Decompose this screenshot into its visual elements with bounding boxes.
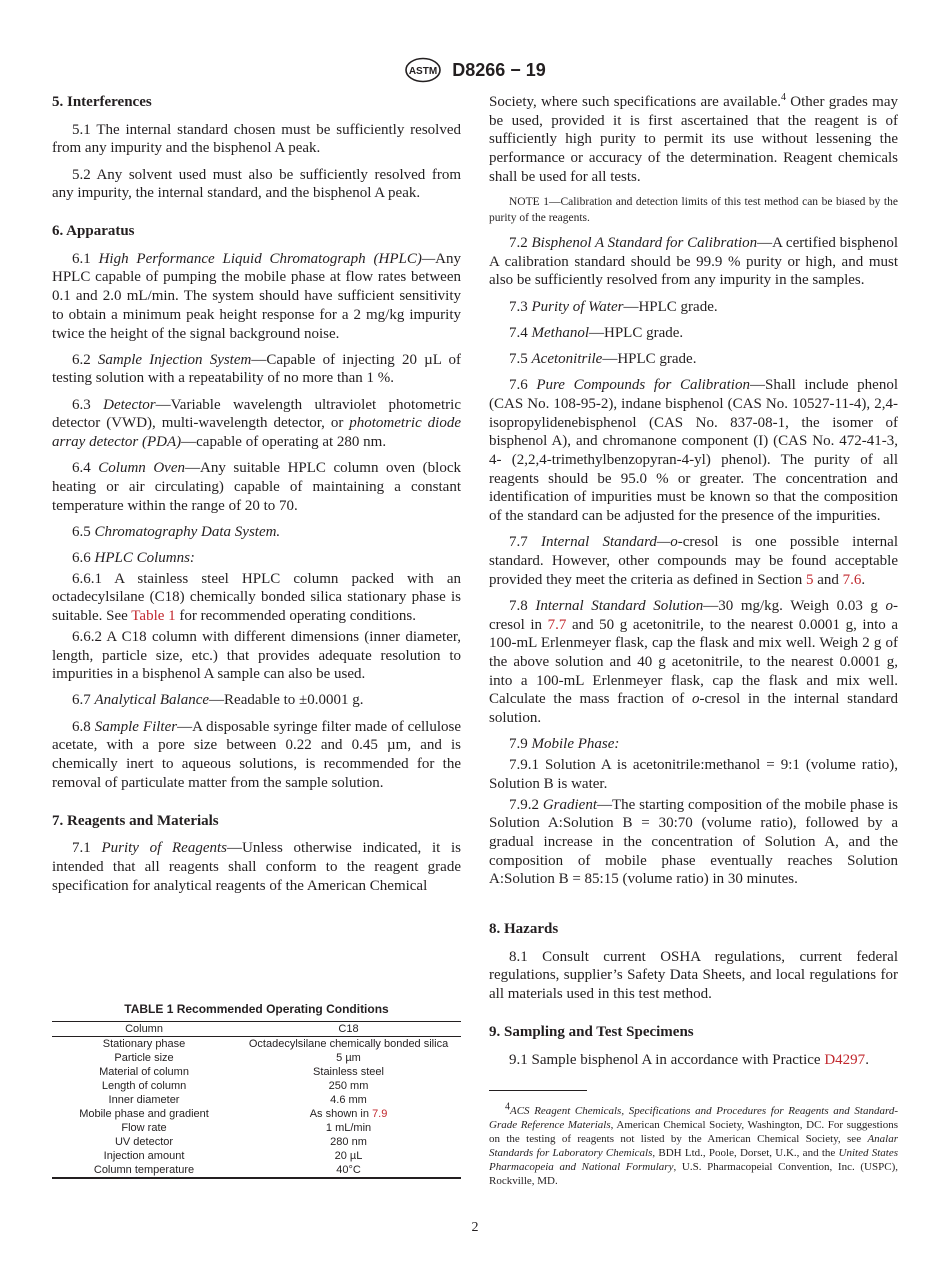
text-run: —Shall include phenol (CAS No. 108-95-2), indane bisphenol (CAS No. 10527-11-4), 2,4-isopropylidenebisphenol (CAS No. 837-08-1, the isomer of bisphenol A), and chromanone component (I) (CAS No. 472-41-3, 4- (2,2,4-trimethylbenzopyran-4-yl) phenol). The purity of all reagents should be 95.0 % or greater. The concentration and identification of impurities must be known so that the composition of the standard can be adjusted for the presence of the impurities. [489, 377, 899, 525]
text-run: Particle size [114, 1052, 174, 1064]
paragraph [489, 756, 898, 793]
text-run: -cresol in the internal standard solution. [489, 691, 898, 727]
paragraph [52, 166, 461, 203]
table-cell-parameter [52, 1079, 236, 1093]
text-run: -cresol is one possible internal standard. However, other compounds may be found acceptable provided they meet the criteria as defined in Section [489, 534, 898, 588]
text-run: —The starting composition of the mobile phase is Solution A:Solution B = 30:70 (volume ratio), followed by a gradual increase in the concentration of Solution A, and the composition of mobile phase eventually reaches Solution A:Solution B = 85:15 (volume ratio) in 30 minutes. [489, 796, 898, 888]
text-run: Length of column [101, 1080, 187, 1092]
text-run: 7.4 [509, 324, 532, 341]
text-run: —Unless otherwise indicated, it is intended that all reagents shall conform to the reagent grade specification for analytical reagents of the American Chemical [52, 840, 461, 894]
table-cell-parameter [52, 1121, 236, 1135]
section-heading: 9. Sampling and Test Specimens [489, 1023, 694, 1040]
table-title: TABLE 1 Recommended Operating Conditions [124, 1002, 389, 1016]
italic-text: Internal Standard Solution [535, 597, 704, 614]
text-run: and [813, 571, 843, 588]
text-run: Any HPLC capable of pumping the mobile phase at flow rates between 0.1 and 2.0 mL/min. The system should have sufficient sensitivity to obtain a minimum peak height response for a 2 mg/kg impurity twice the height of the signal background noise. [52, 250, 462, 342]
paragraph [52, 396, 461, 452]
text-run: Other grades may be used, provided it is first ascertained that the reagent is of sufficiently high purity to permit its use without lessening the performance or accuracy of the determination. Reagent chemicals shall be used for all tests. [489, 94, 898, 185]
text-run: Inner diameter [108, 1094, 180, 1106]
text-run: —Any suitable HPLC column oven (block heating or air circulating) capable of maintaining a constant temperature within the range of 20 to 70. [52, 460, 462, 514]
italic-text: Bisphenol A Standard for Calibration [531, 235, 758, 252]
left-column [52, 93, 461, 903]
paragraph [52, 351, 461, 388]
table-cell-parameter [52, 1107, 236, 1121]
text-run: for recommended operating conditions. [175, 608, 417, 625]
text-run: 7.6 [509, 377, 537, 394]
table-cell-parameter [52, 1065, 236, 1079]
text-run: 7.5 [509, 351, 532, 368]
paragraph [52, 523, 461, 542]
footnote-4 [489, 1101, 899, 1188]
text-run: 6.3 [72, 396, 104, 413]
italic-text: High Performance Liquid Chromatograph (HPLC)— [98, 250, 436, 267]
text-run: 20 µL [334, 1150, 363, 1162]
svg-text:ASTM: ASTM [409, 66, 438, 77]
italic-text: United States Pharmacopeia and National Formulary [489, 1147, 899, 1173]
table-cell-parameter [52, 1051, 236, 1065]
text-run: —capable of operating at 280 nm. [181, 434, 387, 451]
section-heading: 7. Reagents and Materials [52, 812, 219, 829]
text-run: 7.9 [509, 736, 532, 753]
paragraph [52, 691, 461, 710]
text-run: 9.1 Sample bisphenol A in accordance with Practice [509, 1051, 825, 1068]
table-cell-parameter [52, 1149, 236, 1163]
section-heading: 6. Apparatus [52, 223, 135, 240]
paragraph [489, 1051, 898, 1070]
italic-text: o [691, 691, 700, 708]
section-heading: 8. Hazards [489, 921, 559, 937]
table-row [52, 1121, 461, 1135]
table-row [52, 1149, 461, 1163]
text-run: -cresol in [489, 597, 898, 633]
text-run: NOTE 1—Calibration and detection limits of this test method can be biased by the purity of the reagents. [489, 196, 898, 225]
italic-text: Mobile Phase: [531, 736, 620, 753]
text-run: 6.5 [72, 523, 95, 540]
text-run: Column temperature [93, 1164, 195, 1176]
text-run: 6.4 [72, 460, 99, 477]
paragraph [489, 324, 898, 343]
paragraph [489, 948, 898, 1004]
text-run: . [861, 571, 866, 588]
paragraph [489, 234, 898, 290]
table-1 [52, 1002, 461, 1179]
table-cell-value [236, 1121, 461, 1135]
text-run: , U.S. Pharmacopeial Convention, Inc. (USPC), Rockville, MD. [489, 1161, 898, 1187]
table-cell-value [236, 1135, 461, 1149]
section-heading: 5. Interferences [52, 94, 152, 110]
text-run: 5.2 Any solvent used must also be sufficiently resolved from any impurity, the internal standard, and the bisphenol A peak. [52, 166, 461, 202]
text-run: , American Chemical Society, Washington, DC. For suggestions on the testing of reagents not listed by the American Chemical Society, see [489, 1119, 898, 1145]
table-cell-value [236, 1037, 461, 1052]
table-cell-parameter [52, 1037, 236, 1052]
text-run: . [865, 1051, 869, 1068]
paragraph [489, 93, 898, 187]
table-row [52, 1107, 461, 1121]
paragraph [489, 735, 898, 754]
text-run: Stainless steel [313, 1066, 384, 1078]
table-cell-value [236, 1107, 461, 1121]
table-cell-value [236, 1149, 461, 1163]
table-row [52, 1065, 461, 1079]
text-run: —HPLC grade. [623, 298, 718, 315]
table-row [52, 1079, 461, 1093]
table-cell-parameter [52, 1163, 236, 1178]
astm-logo-icon [404, 57, 442, 83]
cross-reference-link[interactable]: 7.6 [842, 571, 862, 588]
text-run: —HPLC grade. [589, 324, 684, 341]
page-number: 2 [471, 1220, 479, 1235]
italic-text: Purity of Reagents [101, 840, 227, 857]
italic-text: Internal Standard—o [540, 534, 678, 551]
text-run: 6.6 [72, 550, 95, 567]
text-run: Mobile phase and gradient [79, 1108, 209, 1120]
text-run: 7.8 [509, 597, 536, 614]
paragraph [52, 570, 461, 626]
italic-text: Analytical Balance [94, 692, 210, 709]
italic-text: Gradient [542, 796, 598, 813]
text-run: 280 nm [330, 1136, 367, 1148]
text-run: Injection amount [103, 1150, 185, 1162]
cross-reference-link[interactable]: 7.7 [547, 616, 567, 633]
cross-reference-link[interactable]: D4297 [824, 1051, 866, 1068]
footnote-ref: 4 [505, 1101, 510, 1113]
table-cell-value [236, 1079, 461, 1093]
text-run: 8.1 Consult current OSHA regulations, current federal regulations, supplier’s Safety Data Sheets, and local regulations for all materials used in this test method. [489, 948, 898, 1003]
text-run: —HPLC grade. [602, 351, 697, 368]
italic-text: ACS Reagent Chemicals, Specifications and Procedures for Reagents and Standard-Grade Reference Materials [489, 1105, 898, 1131]
paragraph [52, 549, 461, 568]
paragraph [489, 597, 898, 728]
text-run: 6.6.1 A stainless steel HPLC column packed with an octadecylsilane (C18) chemically bonded silica stationary phase is suitable. See [52, 570, 461, 625]
text-run: —30 mg/kg. Weigh 0.03 g [703, 597, 886, 614]
paragraph [489, 533, 898, 589]
paragraph [489, 350, 898, 369]
text-run: 7.9.1 Solution A is acetonitrile:methanol = 9:1 (volume ratio), Solution B is water. [489, 757, 898, 792]
footnote-separator [489, 1090, 587, 1091]
text-run: 6.6.2 A C18 column with different dimensions (inner diameter, length, particle size, etc.) that provides adequate resolution to impurities in a bisphenol A sample can also be used. [52, 628, 461, 683]
paragraph [52, 839, 461, 895]
text-run: 7.2 [509, 235, 532, 252]
italic-text: Sample Filter [94, 718, 178, 735]
text-run: Octadecylsilane chemically bonded silica [248, 1038, 449, 1050]
italic-text: Pure Compounds for Calibration [536, 377, 750, 394]
paragraph [52, 459, 461, 515]
page-header [0, 57, 950, 83]
table-row [52, 1037, 461, 1052]
table-cell-parameter [52, 1093, 236, 1107]
italic-text: Analar Standards for Laboratory Chemicals [489, 1133, 898, 1159]
italic-text: Methanol [531, 324, 589, 341]
text-run: Flow rate [121, 1122, 167, 1134]
text-run: Material of column [99, 1066, 189, 1078]
table-row [52, 1163, 461, 1178]
italic-text: Chromatography Data System. [94, 523, 281, 540]
text-run: Stationary phase [102, 1038, 186, 1050]
table-row [52, 1093, 461, 1107]
text-run: 250 mm [328, 1080, 369, 1092]
italic-text: Detector [103, 396, 156, 413]
table-row [52, 1135, 461, 1149]
table-cell-value [236, 1065, 461, 1079]
italic-text: Column Oven [98, 460, 185, 477]
text-run: 5.1 The internal standard chosen must be sufficiently resolved from any impurity and the bisphenol A peak. [52, 121, 461, 157]
italic-text: o [885, 597, 893, 614]
paragraph [52, 718, 461, 793]
text-run: 40°C [336, 1164, 361, 1176]
column-header: Column [52, 1022, 236, 1037]
column-header: C18 [236, 1022, 461, 1037]
italic-text: Sample Injection System [97, 351, 252, 368]
cross-reference-link[interactable]: 5 [805, 571, 814, 588]
italic-text: Acetonitrile [531, 351, 603, 368]
cross-reference-link[interactable]: 7.9 [372, 1108, 388, 1120]
text-run: —Variable wavelength ultraviolet photometric detector (VWD), multi-wavelength detector, or [52, 396, 462, 432]
italic-text: Purity of Water [531, 298, 624, 315]
paragraph [489, 796, 898, 890]
operating-conditions-table [52, 1021, 461, 1179]
right-column-lower [489, 920, 898, 1077]
text-run: 7.3 [509, 298, 532, 315]
text-run: —A disposable syringe filter made of cellulose acetate, with a pore size between 0.22 and 0.45 µm, and is chemically inert to aqueous solutions, is recommended for the removal of particulate matter from the sample solution. [52, 718, 461, 791]
text-run: 7.1 [72, 840, 102, 857]
text-run: As shown in [309, 1108, 373, 1120]
text-run: 4.6 mm [330, 1094, 367, 1106]
paragraph [52, 628, 461, 684]
paragraph [489, 376, 898, 526]
text-run: and 50 g acetonitrile, to the nearest 0.0001 g, into a 100-mL Erlenmeyer flask, cap the flask and mix well. Weigh 2 g of the above solution and 40 g acetonitrile, to the nearest 0.0001 g, into a 100-mL Erlenmeyer flask, cap the flask and mix well. Calculate the mass fraction of [489, 616, 898, 708]
text-run: 7.9.2 [509, 796, 543, 813]
right-column [489, 93, 898, 897]
text-run: 6.8 [72, 718, 95, 735]
text-run: 7.7 [509, 534, 541, 551]
table-header-row [52, 1022, 461, 1037]
text-run: 6.7 [72, 692, 95, 709]
text-run: 5 µm [336, 1052, 361, 1064]
paragraph [52, 121, 461, 158]
table-cell-parameter [52, 1135, 236, 1149]
paragraph [52, 250, 461, 344]
text-run: 1 mL/min [325, 1122, 372, 1134]
text-run: —A certified bisphenol A calibration standard should be 99.9 % purity or high, and must also be sufficiently resolved from any impurity in the samples. [489, 235, 898, 289]
text-run: UV detector [114, 1136, 174, 1148]
text-run: Society, where such specifications are available. [489, 94, 781, 110]
table-cell-value [236, 1163, 461, 1178]
text-run: —Readable to ±0.0001 g. [209, 692, 364, 709]
note [489, 194, 898, 226]
italic-text: HPLC Columns: [94, 550, 195, 567]
text-run: , BDH Ltd., Poole, Dorset, U.K., and the [652, 1147, 839, 1159]
table-cell-value [236, 1051, 461, 1065]
table-cell-value [236, 1093, 461, 1107]
text-run: 6.1 [72, 250, 99, 267]
text-run: 6.2 [72, 351, 98, 368]
standard-designation: D8266 − 19 [452, 59, 546, 80]
table-row [52, 1051, 461, 1065]
cross-reference-link[interactable]: Table 1 [131, 608, 176, 625]
paragraph [489, 298, 898, 317]
footnote-ref: 4 [781, 92, 786, 103]
italic-text: photometric diode array detector (PDA) [52, 415, 461, 451]
text-run: —Capable of injecting 20 µL of testing solution with a repeatability of no more than 1 %. [52, 351, 461, 387]
